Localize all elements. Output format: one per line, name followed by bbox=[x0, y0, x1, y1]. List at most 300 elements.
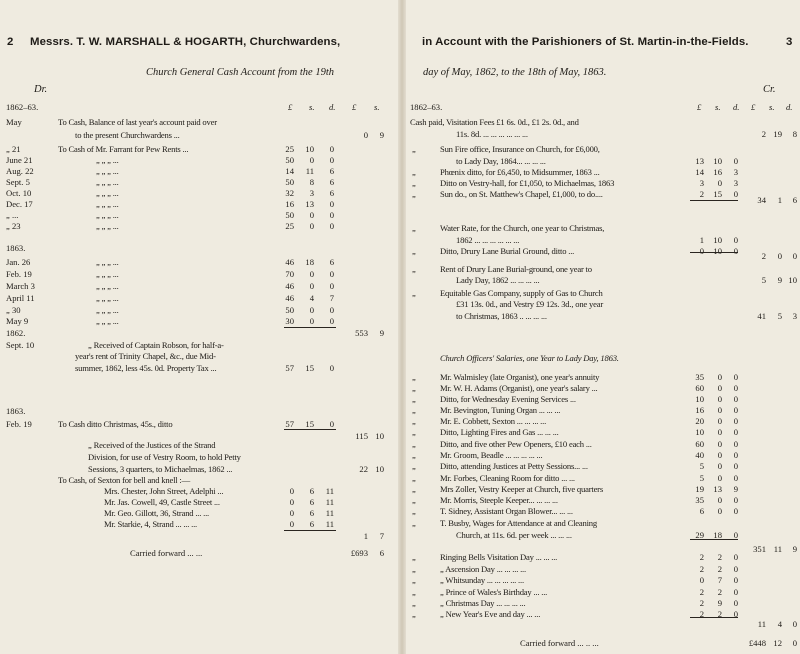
right-amount-pence: 0 bbox=[733, 506, 738, 516]
left-date: Aug. 22 bbox=[6, 166, 34, 176]
right-ditto-mark: „ bbox=[412, 518, 416, 528]
right-description: „ Ascension Day ... ... ... ... bbox=[440, 564, 526, 574]
right-amount-pounds: 0 bbox=[699, 575, 704, 585]
right-amount-pounds: 2 bbox=[699, 189, 704, 199]
page-number-left: 2 bbox=[7, 36, 14, 48]
left-amount-shillings: 0 bbox=[309, 221, 314, 231]
left-amount-pounds: 70 bbox=[285, 269, 294, 279]
left-description: To Cash ditto Christmas, 45s., ditto bbox=[58, 419, 173, 429]
section-heading-salaries: Church Officers' Salaries, one Year to Lady Day, 1863. bbox=[440, 353, 619, 363]
right-amount-pence: 0 bbox=[733, 450, 738, 460]
left-amount-pounds: 14 bbox=[285, 166, 294, 176]
left-description: Sessions, 3 quarters, to Michaelmas, 1862 ... bbox=[88, 464, 233, 474]
right-amount-pence: 0 bbox=[733, 552, 738, 562]
left-date: Dec. 17 bbox=[6, 199, 33, 209]
left-amount-pence: 0 bbox=[329, 363, 334, 373]
left-amount-pounds: 25 bbox=[285, 144, 294, 154]
left-total-shillings: 7 bbox=[379, 531, 384, 541]
right-amount-pounds: 14 bbox=[695, 167, 704, 177]
left-subtotal-rule-2 bbox=[284, 429, 336, 430]
right-amount-pounds: 16 bbox=[695, 405, 704, 415]
left-description: Mr. Jas. Cowell, 49, Castle Street ... bbox=[104, 497, 220, 507]
right-description: Ditto, and five other Pew Openers, £10 each ... bbox=[440, 439, 592, 449]
right-ditto-mark: „ bbox=[412, 575, 416, 585]
left-description: Mrs. Chester, John Street, Adelphi ... bbox=[104, 486, 224, 496]
right-subtotal-rule-4 bbox=[690, 617, 738, 618]
right-description: Sun Fire office, Insurance on Church, for £6,000, bbox=[440, 144, 600, 154]
right-amount-pence: 0 bbox=[733, 473, 738, 483]
right-total-shillings: 12 bbox=[773, 638, 782, 648]
right-ditto-mark: „ bbox=[412, 383, 416, 393]
right-description: Mr. Walmisley (late Organist), one year's annuity bbox=[440, 372, 600, 382]
left-description: „ Received of the Justices of the Strand bbox=[88, 440, 216, 450]
subtitle-left: Church General Cash Account from the 19th bbox=[146, 67, 335, 78]
left-amount-pence: 0 bbox=[329, 199, 334, 209]
right-year-heading: 1862–63. bbox=[410, 102, 443, 112]
left-amount-shillings: 4 bbox=[309, 293, 314, 303]
right-amount-pence: 0 bbox=[733, 235, 738, 245]
right-amount-pounds: 60 bbox=[695, 383, 704, 393]
left-amount-pence: 6 bbox=[329, 188, 334, 198]
left-amount-pounds: 0 bbox=[289, 497, 294, 507]
left-date: Jan. 26 bbox=[6, 257, 31, 267]
right-ditto-mark: „ bbox=[412, 189, 416, 199]
right-amount-pounds: 2 bbox=[699, 609, 704, 619]
right-amount-pounds: 5 bbox=[699, 473, 704, 483]
left-amount-shillings: 15 bbox=[305, 363, 314, 373]
right-amount-shillings: 13 bbox=[713, 484, 722, 494]
right-subtotal-rule-2 bbox=[690, 252, 738, 253]
right-amount-shillings: 0 bbox=[717, 405, 722, 415]
left-amount-shillings: 0 bbox=[309, 269, 314, 279]
right-description: „ New Year's Eve and day ... ... bbox=[440, 609, 541, 619]
left-amount-pounds: 50 bbox=[285, 210, 294, 220]
right-amount-pence: 0 bbox=[733, 427, 738, 437]
right-amount-pence: 3 bbox=[733, 167, 738, 177]
right-description: Mr. Groom, Beadle ... ... ... ... ... bbox=[440, 450, 543, 460]
left-description: To Cash of Mr. Farrant for Pew Rents ... bbox=[58, 144, 189, 154]
right-description: Ditto, Lighting Fires and Gas ... ... ... bbox=[440, 427, 559, 437]
left-money-head-shillings: s. bbox=[309, 102, 315, 112]
left-amount-pounds: 50 bbox=[285, 177, 294, 187]
right-total-pounds: 2 bbox=[761, 251, 766, 261]
right-amount-pence: 0 bbox=[733, 416, 738, 426]
right-description: „ Prince of Wales's Birthday ... ... bbox=[440, 587, 548, 597]
right-ditto-mark: „ bbox=[412, 246, 416, 256]
right-amount-shillings: 0 bbox=[717, 383, 722, 393]
right-description: Church, at 11s. 6d. per week ... ... ... bbox=[456, 530, 572, 540]
right-description: Mrs Zoller, Vestry Keeper at Church, five quarters bbox=[440, 484, 603, 494]
left-amount-pounds: 16 bbox=[285, 199, 294, 209]
right-description: Mr. Forbes, Cleaning Room for ditto ... ... bbox=[440, 473, 575, 483]
right-amount-pence: 0 bbox=[733, 461, 738, 471]
right-amount-pence: 0 bbox=[733, 372, 738, 382]
right-amount-pounds: 40 bbox=[695, 450, 704, 460]
left-money-head-pounds: £ bbox=[288, 102, 293, 112]
left-amount-pounds: 50 bbox=[285, 305, 294, 315]
right-total-shillings: 1 bbox=[777, 195, 782, 205]
right-total-pounds: 41 bbox=[757, 311, 766, 321]
left-total-pounds: 115 bbox=[355, 431, 368, 441]
right-total-pence: 0 bbox=[792, 638, 797, 648]
left-description: „ „ „ ... bbox=[96, 155, 119, 165]
left-date: Sept. 5 bbox=[6, 177, 30, 187]
right-description: Carried forward ... .. ... bbox=[520, 638, 599, 648]
right-total-shillings: 9 bbox=[777, 275, 782, 285]
right-amount-shillings: 0 bbox=[717, 394, 722, 404]
left-date: Feb. 19 bbox=[6, 419, 32, 429]
right-amount-shillings: 0 bbox=[717, 506, 722, 516]
left-date: Feb. 19 bbox=[6, 269, 32, 279]
left-total-shillings: 10 bbox=[375, 431, 384, 441]
right-description: Ditto, Drury Lane Burial Ground, ditto ... bbox=[440, 246, 575, 256]
right-ditto-mark: „ bbox=[412, 506, 416, 516]
right-ditto-mark: „ bbox=[412, 450, 416, 460]
right-description: Ditto, for Wednesday Evening Services ... bbox=[440, 394, 576, 404]
left-amount-shillings: 10 bbox=[305, 144, 314, 154]
right-description: Sun do., on St. Matthew's Chapel, £1,000, to do.... bbox=[440, 189, 603, 199]
right-description: Ditto on Vestry-hall, for £1,050, to Michaelmas, 1863 bbox=[440, 178, 615, 188]
right-description: to Lady Day, 1864... ... ... ... bbox=[456, 156, 546, 166]
left-date: Oct. 10 bbox=[6, 188, 32, 198]
left-description: year's rent of Trinity Chapel, &c., due Mid- bbox=[75, 351, 216, 361]
right-money-head-pounds: £ bbox=[697, 102, 702, 112]
right-amount-shillings: 0 bbox=[717, 372, 722, 382]
left-amount-shillings: 0 bbox=[309, 305, 314, 315]
left-total-shillings: 10 bbox=[375, 464, 384, 474]
right-total-pounds: 351 bbox=[753, 544, 766, 554]
right-amount-pence: 9 bbox=[733, 484, 738, 494]
right-ditto-mark: „ bbox=[412, 223, 416, 233]
right-total-pounds: 5 bbox=[761, 275, 766, 285]
left-amount-pence: 0 bbox=[329, 269, 334, 279]
right-ditto-mark: „ bbox=[412, 598, 416, 608]
right-total-head-shillings: s. bbox=[769, 102, 775, 112]
right-ditto-mark: „ bbox=[412, 552, 416, 562]
right-amount-pence: 0 bbox=[733, 564, 738, 574]
left-description: Mr. Geo. Gillott, 36, Strand ... ... bbox=[104, 508, 209, 518]
right-amount-shillings: 9 bbox=[717, 598, 722, 608]
left-money-head-pence: d. bbox=[329, 102, 336, 112]
right-page-title: in Account with the Parishioners of St. Martin-in-the-Fields. bbox=[422, 36, 749, 48]
right-amount-pounds: 2 bbox=[699, 552, 704, 562]
right-amount-pence: 0 bbox=[733, 609, 738, 619]
right-description: Mr. E. Cobbett, Sexton ... ... ... ... bbox=[440, 416, 547, 426]
right-description: to Christmas, 1863 .. ... ... ... bbox=[456, 311, 547, 321]
right-amount-pounds: 2 bbox=[699, 587, 704, 597]
left-date: „ 21 bbox=[6, 144, 21, 154]
right-total-shillings: 0 bbox=[777, 251, 782, 261]
right-ditto-mark: „ bbox=[412, 495, 416, 505]
right-amount-pounds: 10 bbox=[695, 394, 704, 404]
right-amount-pence: 0 bbox=[733, 246, 738, 256]
page-number-right: 3 bbox=[786, 36, 793, 48]
left-amount-pounds: 57 bbox=[285, 419, 294, 429]
left-amount-pence: 6 bbox=[329, 166, 334, 176]
right-amount-shillings: 0 bbox=[717, 416, 722, 426]
left-description: „ „ „ ... bbox=[96, 293, 119, 303]
left-total-head-pounds: £ bbox=[352, 102, 357, 112]
left-amount-pence: 0 bbox=[329, 221, 334, 231]
left-amount-pence: 0 bbox=[329, 305, 334, 315]
right-ditto-mark: „ bbox=[412, 461, 416, 471]
left-description: To Cash, Balance of last year's account paid over bbox=[58, 117, 217, 127]
right-amount-pence: 0 bbox=[733, 156, 738, 166]
left-amount-pence: 0 bbox=[329, 144, 334, 154]
right-amount-pounds: 0 bbox=[699, 246, 704, 256]
left-total-shillings: 6 bbox=[379, 548, 384, 558]
right-money-head-shillings: s. bbox=[715, 102, 721, 112]
left-amount-shillings: 8 bbox=[309, 177, 314, 187]
left-description: To Cash, of Sexton for bell and knell :— bbox=[58, 475, 190, 485]
right-total-pence: 8 bbox=[792, 129, 797, 139]
left-amount-pounds: 25 bbox=[285, 221, 294, 231]
right-description: £31 13s. 0d., and Vestry £9 12s. 3d., one year bbox=[456, 299, 603, 309]
left-amount-shillings: 18 bbox=[305, 257, 314, 267]
left-amount-shillings: 15 bbox=[305, 419, 314, 429]
left-amount-pence: 0 bbox=[329, 281, 334, 291]
right-description: Ditto, attending Justices at Petty Sessions... ... bbox=[440, 461, 588, 471]
right-description: Mr. Morris, Steeple Keeper... ... ... ... bbox=[440, 495, 558, 505]
right-amount-shillings: 16 bbox=[713, 167, 722, 177]
left-description: Carried forward ... ... bbox=[130, 548, 203, 558]
right-total-pence: 0 bbox=[792, 251, 797, 261]
left-amount-shillings: 6 bbox=[309, 519, 314, 529]
right-total-pounds: 34 bbox=[757, 195, 766, 205]
left-description: „ „ „ ... bbox=[96, 221, 119, 231]
right-description: Ringing Bells Visitation Day ... ... ... bbox=[440, 552, 558, 562]
left-subtotal-rule-3 bbox=[284, 530, 336, 531]
right-ditto-mark: „ bbox=[412, 564, 416, 574]
left-description: to the present Churchwardens ... bbox=[75, 130, 180, 140]
left-amount-shillings: 3 bbox=[309, 188, 314, 198]
left-amount-pence: 0 bbox=[329, 419, 334, 429]
left-amount-pence: 0 bbox=[329, 210, 334, 220]
right-amount-pence: 0 bbox=[733, 439, 738, 449]
right-amount-shillings: 0 bbox=[717, 450, 722, 460]
right-ditto-mark: „ bbox=[412, 178, 416, 188]
left-amount-pence: 11 bbox=[325, 519, 334, 529]
right-amount-pounds: 2 bbox=[699, 598, 704, 608]
credit-label: Cr. bbox=[763, 84, 776, 95]
left-amount-pounds: 46 bbox=[285, 257, 294, 267]
left-amount-shillings: 13 bbox=[305, 199, 314, 209]
left-amount-shillings: 11 bbox=[305, 166, 314, 176]
left-date: May 9 bbox=[6, 316, 29, 326]
right-ditto-mark: „ bbox=[412, 416, 416, 426]
left-amount-shillings: 6 bbox=[309, 497, 314, 507]
right-description: Cash paid, Visitation Fees £1 6s. 0d., £1 2s. 0d., and bbox=[410, 117, 579, 127]
right-total-pence: 0 bbox=[792, 619, 797, 629]
left-total-shillings: 9 bbox=[379, 130, 384, 140]
left-description: Division, for use of Vestry Room, to hold Petty bbox=[88, 452, 241, 462]
right-ditto-mark: „ bbox=[412, 144, 416, 154]
right-amount-pence: 0 bbox=[733, 530, 738, 540]
left-amount-pounds: 30 bbox=[285, 316, 294, 326]
left-amount-shillings: 0 bbox=[309, 210, 314, 220]
left-description: „ Received of Captain Robson, for half-a- bbox=[88, 340, 224, 350]
left-total-pounds: 0 bbox=[363, 130, 368, 140]
right-description: Phœnix ditto, for £6,450, to Midsummer, 1863 ... bbox=[440, 167, 600, 177]
right-description: 11s. 8d. ... ... ... ... ... ... bbox=[456, 129, 528, 139]
right-amount-shillings: 2 bbox=[717, 552, 722, 562]
right-ditto-mark: „ bbox=[412, 427, 416, 437]
right-ditto-mark: „ bbox=[412, 484, 416, 494]
right-amount-shillings: 0 bbox=[717, 178, 722, 188]
right-amount-pounds: 1 bbox=[699, 235, 704, 245]
right-ditto-mark: „ bbox=[412, 288, 416, 298]
left-amount-pence: 11 bbox=[325, 508, 334, 518]
right-total-shillings: 4 bbox=[777, 619, 782, 629]
right-total-pounds: £448 bbox=[748, 638, 766, 648]
right-amount-pence: 3 bbox=[733, 178, 738, 188]
right-ditto-mark: „ bbox=[412, 405, 416, 415]
left-amount-pence: 0 bbox=[329, 155, 334, 165]
right-description: 1862 ... ... ... ... ... ... bbox=[456, 235, 520, 245]
left-description: „ „ „ ... bbox=[96, 210, 119, 220]
left-description: „ „ „ ... bbox=[96, 269, 119, 279]
right-ditto-mark: „ bbox=[412, 587, 416, 597]
right-amount-pence: 0 bbox=[733, 575, 738, 585]
left-date: April 11 bbox=[6, 293, 35, 303]
left-amount-pence: 0 bbox=[329, 316, 334, 326]
left-amount-pounds: 46 bbox=[285, 281, 294, 291]
right-description: „ Whitsunday ... ... ... ... ... bbox=[440, 575, 524, 585]
right-total-pence: 10 bbox=[788, 275, 797, 285]
right-amount-pounds: 19 bbox=[695, 484, 704, 494]
right-amount-shillings: 0 bbox=[717, 473, 722, 483]
left-amount-pounds: 0 bbox=[289, 508, 294, 518]
left-amount-pounds: 46 bbox=[285, 293, 294, 303]
right-amount-shillings: 0 bbox=[717, 439, 722, 449]
right-total-shillings: 5 bbox=[777, 311, 782, 321]
left-amount-pounds: 0 bbox=[289, 486, 294, 496]
right-amount-pence: 0 bbox=[733, 598, 738, 608]
right-money-head-pence: d. bbox=[733, 102, 740, 112]
right-amount-shillings: 0 bbox=[717, 461, 722, 471]
left-amount-shillings: 0 bbox=[309, 155, 314, 165]
left-amount-pence: 6 bbox=[329, 257, 334, 267]
left-amount-pounds: 57 bbox=[285, 363, 294, 373]
left-amount-pounds: 0 bbox=[289, 519, 294, 529]
left-date: 1862. bbox=[6, 328, 26, 338]
left-amount-pence: 11 bbox=[325, 486, 334, 496]
right-amount-shillings: 0 bbox=[717, 427, 722, 437]
right-total-pounds: 2 bbox=[761, 129, 766, 139]
left-total-pounds: 22 bbox=[359, 464, 368, 474]
right-amount-pounds: 13 bbox=[695, 156, 704, 166]
left-description: „ „ „ ... bbox=[96, 166, 119, 176]
right-amount-pounds: 6 bbox=[699, 506, 704, 516]
right-amount-shillings: 2 bbox=[717, 564, 722, 574]
left-description: „ „ „ ... bbox=[96, 257, 119, 267]
right-amount-pence: 0 bbox=[733, 383, 738, 393]
left-date: 1863. bbox=[6, 243, 26, 253]
right-amount-shillings: 10 bbox=[713, 156, 722, 166]
right-amount-shillings: 0 bbox=[717, 495, 722, 505]
right-description: Rent of Drury Lane Burial-ground, one year to bbox=[440, 264, 592, 274]
right-description: „ Christmas Day ... ... ... ... bbox=[440, 598, 526, 608]
right-description: Lady Day, 1862 ... ... ... ... bbox=[456, 275, 540, 285]
left-date: May bbox=[6, 117, 22, 127]
left-total-pounds: £693 bbox=[350, 548, 368, 558]
left-description: „ „ „ ... bbox=[96, 281, 119, 291]
right-description: Mr. Bevington, Tuning Organ ... ... ... bbox=[440, 405, 561, 415]
left-amount-shillings: 6 bbox=[309, 486, 314, 496]
right-amount-pence: 0 bbox=[733, 587, 738, 597]
right-amount-pounds: 3 bbox=[699, 178, 704, 188]
right-description: Water Rate, for the Church, one year to Christmas, bbox=[440, 223, 605, 233]
right-amount-pence: 0 bbox=[733, 405, 738, 415]
left-year-heading: 1862–63. bbox=[6, 102, 39, 112]
right-amount-pounds: 60 bbox=[695, 439, 704, 449]
debit-label: Dr. bbox=[34, 84, 48, 95]
right-subtotal-rule-3 bbox=[690, 539, 738, 540]
right-amount-shillings: 15 bbox=[713, 189, 722, 199]
left-date: June 21 bbox=[6, 155, 33, 165]
left-date: „ 23 bbox=[6, 221, 21, 231]
right-amount-pounds: 29 bbox=[695, 530, 704, 540]
right-total-shillings: 19 bbox=[773, 129, 782, 139]
right-total-pounds: 11 bbox=[757, 619, 766, 629]
left-amount-shillings: 0 bbox=[309, 281, 314, 291]
left-amount-shillings: 6 bbox=[309, 508, 314, 518]
left-description: summer, 1862, less 45s. 0d. Property Tax ... bbox=[75, 363, 217, 373]
right-ditto-mark: „ bbox=[412, 394, 416, 404]
right-ditto-mark: „ bbox=[412, 167, 416, 177]
right-ditto-mark: „ bbox=[412, 264, 416, 274]
right-total-head-pence: d. bbox=[786, 102, 793, 112]
book-spine bbox=[398, 0, 406, 654]
right-description: Mr. W. H. Adams (Organist), one year's salary ... bbox=[440, 383, 598, 393]
right-ditto-mark: „ bbox=[412, 439, 416, 449]
left-description: „ „ „ ... bbox=[96, 199, 119, 209]
right-amount-pence: 0 bbox=[733, 495, 738, 505]
right-ditto-mark: „ bbox=[412, 372, 416, 382]
right-amount-pounds: 35 bbox=[695, 495, 704, 505]
right-amount-pounds: 10 bbox=[695, 427, 704, 437]
right-amount-shillings: 10 bbox=[713, 246, 722, 256]
left-description: „ „ „ ... bbox=[96, 305, 119, 315]
left-description: Mr. Starkie, 4, Strand ... ... ... bbox=[104, 519, 197, 529]
left-page-title: Messrs. T. W. MARSHALL & HOGARTH, Churchwardens, bbox=[30, 36, 341, 48]
right-amount-shillings: 18 bbox=[713, 530, 722, 540]
right-total-shillings: 11 bbox=[773, 544, 782, 554]
right-amount-shillings: 2 bbox=[717, 609, 722, 619]
right-ditto-mark: „ bbox=[412, 609, 416, 619]
right-total-head-pounds: £ bbox=[751, 102, 756, 112]
right-amount-pence: 0 bbox=[733, 394, 738, 404]
left-total-pounds: 553 bbox=[355, 328, 368, 338]
left-date: March 3 bbox=[6, 281, 35, 291]
left-amount-pence: 6 bbox=[329, 177, 334, 187]
left-description: „ „ „ ... bbox=[96, 188, 119, 198]
left-description: „ „ „ ... bbox=[96, 316, 119, 326]
left-subtotal-rule-1 bbox=[284, 327, 336, 328]
right-total-pence: 6 bbox=[792, 195, 797, 205]
left-total-shillings: 9 bbox=[379, 328, 384, 338]
left-amount-pounds: 32 bbox=[285, 188, 294, 198]
right-description: T. Sidney, Assistant Organ Blower... ... ... bbox=[440, 506, 573, 516]
right-amount-pounds: 5 bbox=[699, 461, 704, 471]
right-amount-shillings: 7 bbox=[717, 575, 722, 585]
left-description: „ „ „ ... bbox=[96, 177, 119, 187]
left-date: „ ... bbox=[6, 210, 19, 220]
right-description: Equitable Gas Company, supply of Gas to Church bbox=[440, 288, 603, 298]
right-ditto-mark: „ bbox=[412, 473, 416, 483]
right-total-pence: 3 bbox=[792, 311, 797, 321]
right-total-pence: 9 bbox=[792, 544, 797, 554]
